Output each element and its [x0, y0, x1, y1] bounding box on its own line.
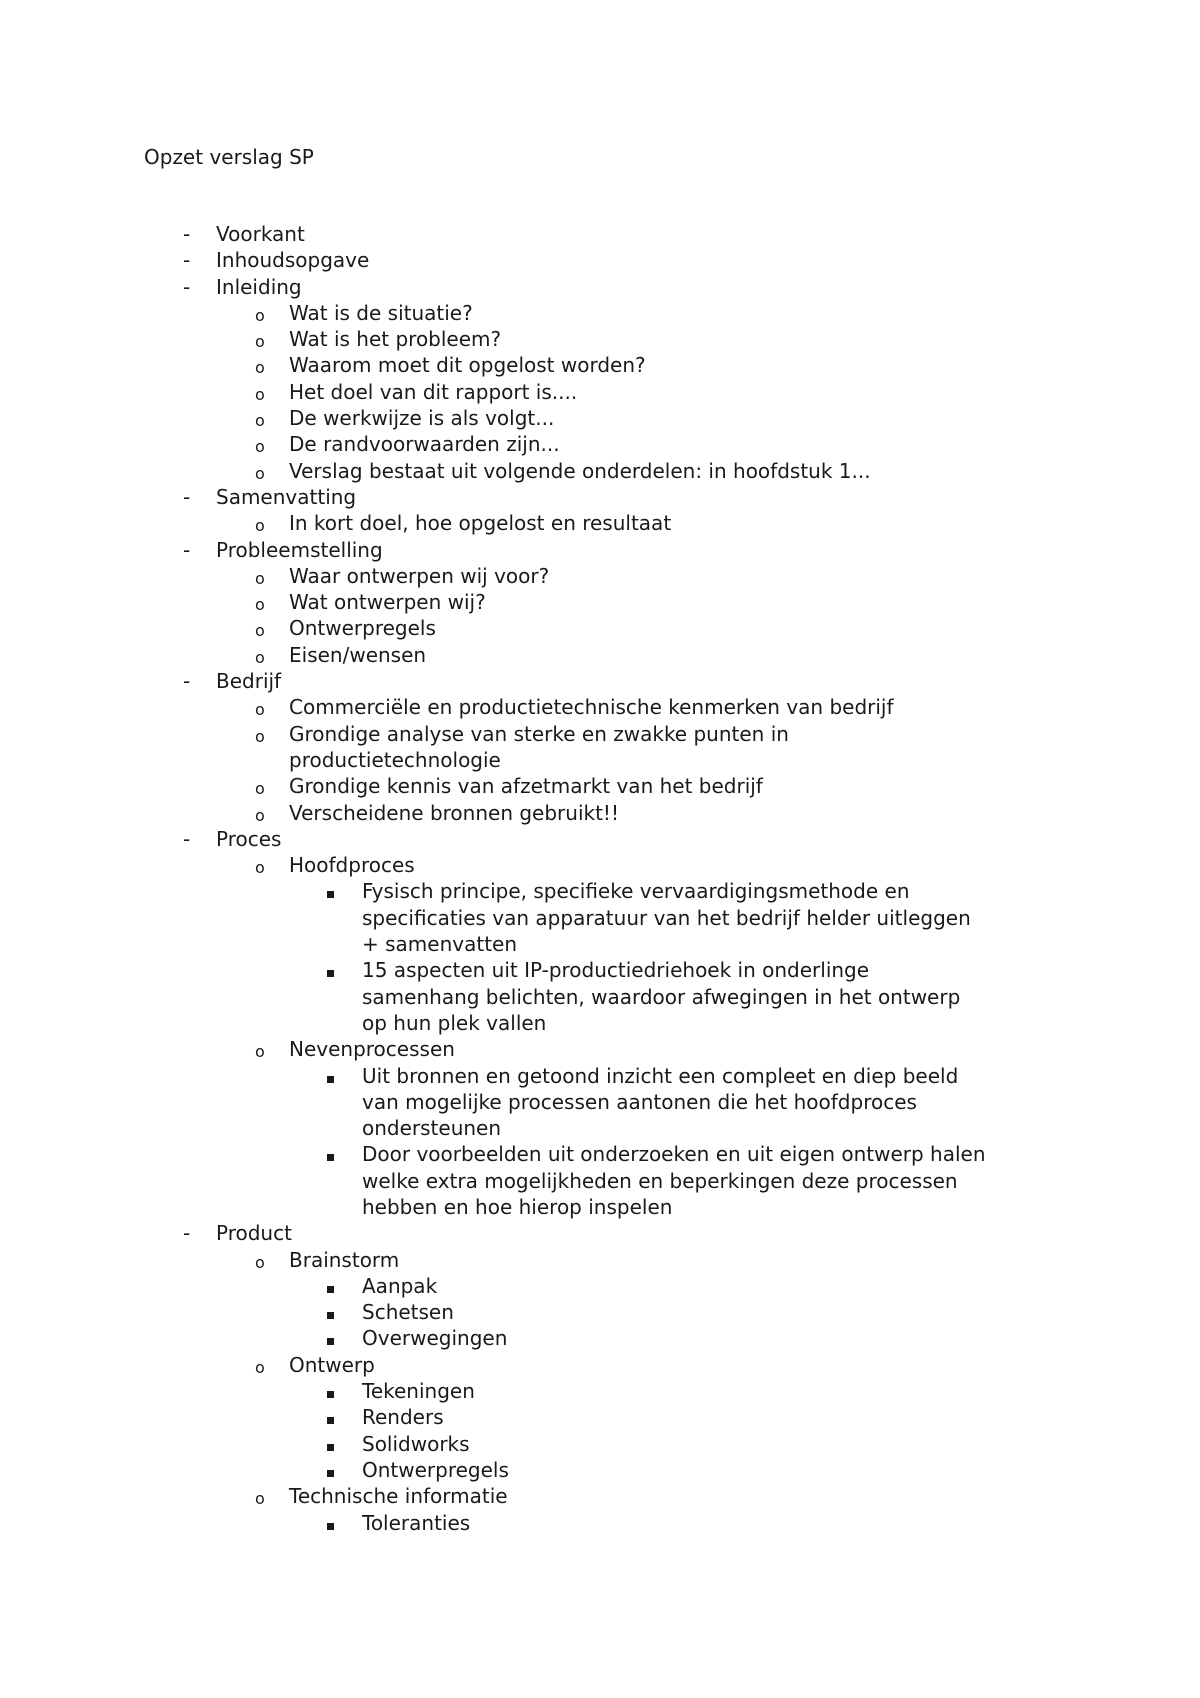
list-item-text: Brainstorm [289, 1247, 400, 1272]
list-item-text: van mogelijke processen aantonen die het hoofdproces [362, 1089, 917, 1114]
circle-bullet: o [255, 384, 265, 404]
dash-bullet: - [183, 1221, 191, 1246]
list-item-continuation [0, 747, 1200, 773]
list-item-text: Renders [362, 1405, 444, 1430]
list-item-level-1 [0, 537, 1200, 563]
list-item-text: samenhang belichten, waardoor afwegingen in het ontwerp [362, 984, 961, 1009]
list-item-level-3 [0, 1404, 1200, 1430]
circle-bullet: o [255, 779, 265, 799]
list-item-text: Waar ontwerpen wij voor? [289, 563, 550, 588]
circle-bullet: o [255, 568, 265, 588]
list-item-level-2 [0, 642, 1200, 668]
circle-bullet: o [255, 1489, 265, 1509]
list-item-text: Inleiding [216, 274, 302, 299]
list-item-level-2 [0, 852, 1200, 878]
list-item-level-2 [0, 1036, 1200, 1062]
list-item-text: De werkwijze is als volgt... [289, 406, 555, 431]
list-item-text: Voorkant [216, 222, 305, 246]
dash-bullet: - [183, 222, 191, 246]
list-item-text: Het doel van dit rapport is.... [289, 379, 578, 404]
list-item-level-3 [0, 957, 1200, 983]
circle-bullet: o [255, 411, 265, 431]
list-item-text: Tekeningen [362, 1379, 475, 1404]
list-item-level-2 [0, 405, 1200, 431]
list-item-text: Bedrijf [216, 669, 282, 694]
list-item-level-1 [0, 1220, 1200, 1246]
list-item-level-3 [0, 1457, 1200, 1483]
circle-bullet: o [255, 463, 265, 483]
list-item-text: welke extra mogelijkheden en beperkingen deze processen [362, 1168, 958, 1193]
list-item-text: op hun plek vallen [362, 1010, 547, 1035]
square-bullet-icon [327, 1063, 334, 1089]
list-item-level-1 [0, 668, 1200, 694]
list-item-text: Waarom moet dit opgelost worden? [289, 353, 646, 378]
square-bullet-icon [327, 1299, 334, 1325]
list-item-text: Proces [216, 826, 282, 851]
list-item-text: Ontwerpregels [289, 616, 436, 641]
list-item-text: Wat is het probleem? [289, 327, 502, 352]
square-bullet-icon [327, 1141, 334, 1167]
circle-bullet: o [255, 332, 265, 352]
circle-bullet: o [255, 647, 265, 667]
circle-bullet: o [255, 595, 265, 615]
list-item-level-2 [0, 800, 1200, 826]
list-item-text: hebben en hoe hierop inspelen [362, 1194, 673, 1219]
list-item-text: + samenvatten [362, 932, 518, 957]
list-item-level-2 [0, 352, 1200, 378]
list-item-continuation [0, 1115, 1200, 1141]
list-item-level-2 [0, 694, 1200, 720]
list-item-text: Commerciële en productietechnische kenmerken van bedrijf [289, 695, 894, 720]
square-bullet-icon [327, 1510, 334, 1536]
list-item-level-1 [0, 484, 1200, 510]
list-item-text: Verscheidene bronnen gebruikt!! [289, 800, 619, 825]
list-item-text: Fysisch principe, specifieke vervaardigingsmethode en [362, 879, 910, 904]
list-item-continuation [0, 1194, 1200, 1220]
list-item-level-2 [0, 773, 1200, 799]
list-item-text: Ontwerp [289, 1352, 375, 1377]
list-item-text: productietechnologie [289, 747, 501, 772]
dash-bullet: - [183, 248, 191, 273]
circle-bullet: o [255, 726, 265, 746]
list-item-text: Toleranties [362, 1510, 471, 1535]
square-bullet-icon [327, 1457, 334, 1483]
list-item-level-3 [0, 1299, 1200, 1325]
list-item-continuation [0, 1010, 1200, 1036]
list-item-text: Wat is de situatie? [289, 300, 473, 325]
list-item-text: In kort doel, hoe opgelost en resultaat [289, 511, 672, 536]
square-bullet-icon [327, 1273, 334, 1299]
list-item-text: Door voorbeelden uit onderzoeken en uit eigen ontwerp halen [362, 1142, 986, 1167]
list-item-level-3 [0, 878, 1200, 904]
square-bullet-icon [327, 878, 334, 904]
circle-bullet: o [255, 805, 265, 825]
list-item-continuation [0, 905, 1200, 931]
list-item-level-2 [0, 1483, 1200, 1509]
list-item-text: Technische informatie [289, 1484, 508, 1509]
list-item-text: Verslag bestaat uit volgende onderdelen: in hoofdstuk 1... [289, 458, 871, 483]
list-item-text: Uit bronnen en getoond inzicht een compleet en diep beeld [362, 1063, 959, 1088]
circle-bullet: o [255, 1042, 265, 1062]
circle-bullet: o [255, 858, 265, 878]
circle-bullet: o [255, 516, 265, 536]
list-item-text: Aanpak [362, 1273, 438, 1298]
dash-bullet: - [183, 826, 191, 851]
list-item-text: Grondige kennis van afzetmarkt van het bedrijf [289, 774, 763, 799]
circle-bullet: o [255, 1357, 265, 1377]
list-item-text: Nevenprocessen [289, 1037, 455, 1062]
square-bullet-icon [327, 1431, 334, 1457]
list-item-text: Schetsen [362, 1300, 454, 1325]
list-item-text: Product [216, 1221, 292, 1246]
circle-bullet: o [255, 1252, 265, 1272]
square-bullet-icon [327, 957, 334, 983]
list-item-level-1 [0, 247, 1200, 273]
list-item-text: Inhoudsopgave [216, 248, 370, 273]
document-title: Opzet verslag SP [144, 145, 314, 169]
square-bullet-icon [327, 1325, 334, 1351]
list-item-level-1 [0, 274, 1200, 300]
list-item-level-3 [0, 1431, 1200, 1457]
list-item-text: Samenvatting [216, 484, 357, 509]
list-item-continuation [0, 1089, 1200, 1115]
list-item-level-3 [0, 1063, 1200, 1089]
square-bullet-icon [327, 1378, 334, 1404]
list-item-text: Grondige analyse van sterke en zwakke punten in [289, 721, 789, 746]
list-item-text: specificaties van apparatuur van het bedrijf helder uitleggen [362, 905, 971, 930]
list-item-level-2 [0, 326, 1200, 352]
list-item-text: Overwegingen [362, 1326, 508, 1351]
list-item-text: Ontwerpregels [362, 1457, 509, 1482]
circle-bullet: o [255, 305, 265, 325]
list-item-level-3 [0, 1378, 1200, 1404]
list-item-continuation [0, 984, 1200, 1010]
dash-bullet: - [183, 537, 191, 562]
list-item-continuation [0, 1168, 1200, 1194]
list-item-level-2 [0, 379, 1200, 405]
list-item-text: 15 aspecten uit IP-productiedriehoek in onderlinge [362, 958, 870, 983]
list-item-level-2 [0, 300, 1200, 326]
list-item-level-1 [0, 221, 1200, 247]
list-item-level-2 [0, 721, 1200, 747]
square-bullet-icon [327, 1404, 334, 1430]
dash-bullet: - [183, 669, 191, 694]
outline-list [0, 221, 1200, 1536]
circle-bullet: o [255, 437, 265, 457]
dash-bullet: - [183, 274, 191, 299]
list-item-text: Hoofdproces [289, 853, 415, 878]
list-item-text: Wat ontwerpen wij? [289, 590, 486, 615]
circle-bullet: o [255, 700, 265, 720]
list-item-level-3 [0, 1273, 1200, 1299]
circle-bullet: o [255, 358, 265, 378]
list-item-level-2 [0, 510, 1200, 536]
list-item-continuation [0, 931, 1200, 957]
list-item-level-2 [0, 458, 1200, 484]
list-item-text: ondersteunen [362, 1116, 502, 1141]
list-item-level-1 [0, 826, 1200, 852]
list-item-level-3 [0, 1141, 1200, 1167]
list-item-level-2 [0, 431, 1200, 457]
list-item-text: De randvoorwaarden zijn... [289, 432, 560, 457]
list-item-text: Eisen/wensen [289, 642, 427, 667]
circle-bullet: o [255, 621, 265, 641]
list-item-text: Probleemstelling [216, 537, 383, 562]
list-item-level-2 [0, 563, 1200, 589]
list-item-text: Solidworks [362, 1431, 470, 1456]
list-item-level-3 [0, 1510, 1200, 1536]
list-item-level-2 [0, 589, 1200, 615]
list-item-level-2 [0, 1352, 1200, 1378]
dash-bullet: - [183, 484, 191, 509]
list-item-level-2 [0, 1247, 1200, 1273]
list-item-level-2 [0, 615, 1200, 641]
list-item-level-3 [0, 1325, 1200, 1351]
